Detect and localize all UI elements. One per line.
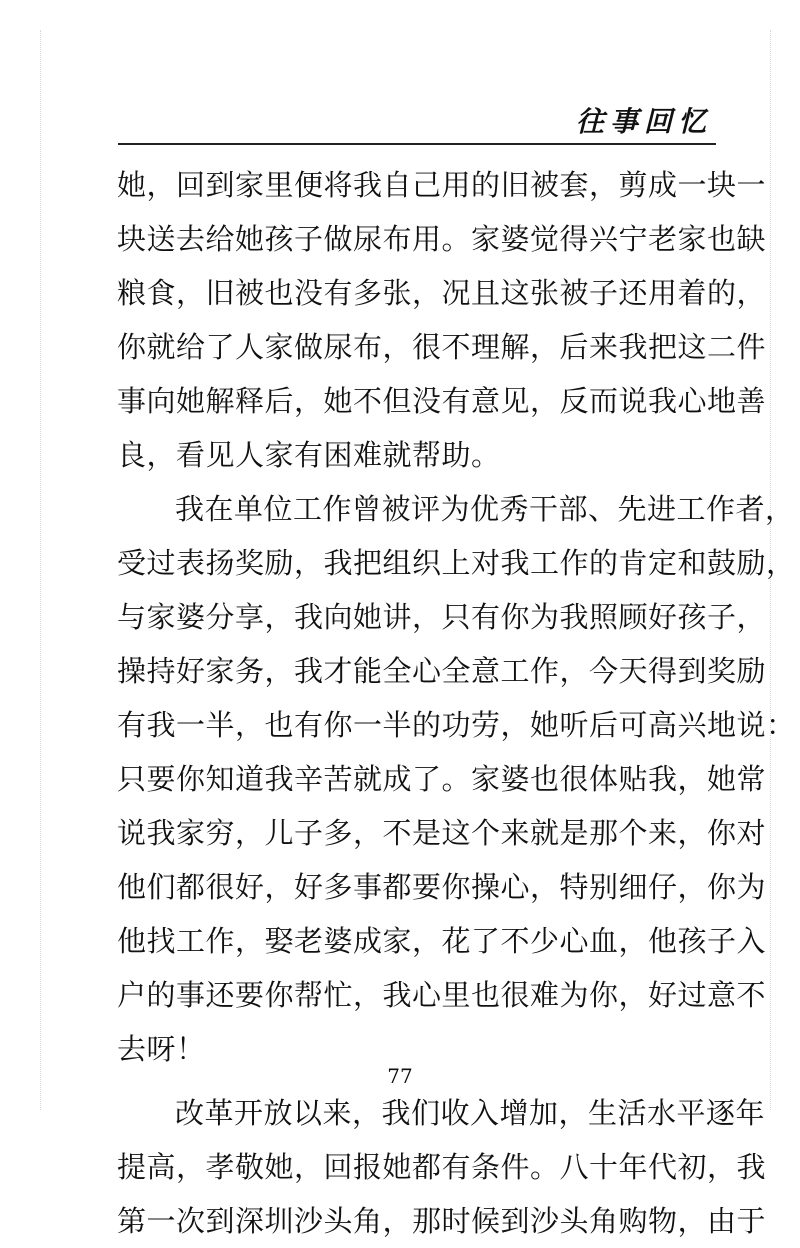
- text-line: 你就给了人家做尿布，很不理解，后来我把这二件: [117, 330, 767, 364]
- text-line: 操持好家务，我才能全心全意工作，今天得到奖励: [117, 654, 767, 688]
- scan-edge-left: [40, 30, 42, 1110]
- text-line: 第一次到深圳沙头角，那时候到沙头角购物，由于: [117, 1204, 767, 1238]
- paragraph-start-line: 改革开放以来，我们收入增加，生活水平逐年: [175, 1096, 766, 1130]
- text-line: 说我家穷，儿子多，不是这个来就是那个来，你对: [117, 816, 767, 850]
- text-line: 有我一半，也有你一半的功劳，她听后可高兴地说：: [117, 708, 796, 742]
- text-line: 去呀！: [117, 1032, 206, 1066]
- text-line: 提高，孝敬她，回报她都有条件。八十年代初，我: [117, 1150, 767, 1184]
- running-header-title: 往事回忆: [575, 105, 712, 138]
- text-line: 只要你知道我辛苦就成了。家婆也很体贴我，她常: [117, 762, 767, 796]
- text-line: 她，回到家里便将我自己用的旧被套，剪成一块一: [117, 168, 767, 202]
- text-line: 与家婆分享，我向她讲，只有你为我照顾好孩子，: [117, 600, 767, 634]
- text-line: 受过表扬奖励，我把组织上对我工作的肯定和鼓励，: [117, 546, 796, 580]
- page-number: 77: [387, 1064, 413, 1088]
- text-line: 粮食，旧被也没有多张，况且这张被子还用着的，: [117, 276, 767, 310]
- text-line: 事向她解释后，她不但没有意见，反而说我心地善: [117, 384, 767, 418]
- text-line: 块送去给她孩子做尿布用。家婆觉得兴宁老家也缺: [117, 222, 767, 256]
- text-line: 他找工作，娶老婆成家，花了不少心血，他孩子入: [117, 924, 767, 958]
- text-line: 良，看见人家有困难就帮助。: [117, 438, 501, 472]
- text-line: 他们都很好，好多事都要你操心，特别细仔，你为: [117, 870, 767, 904]
- text-line: 户的事还要你帮忙，我心里也很难为你，好过意不: [117, 978, 767, 1012]
- header-rule: [118, 143, 716, 145]
- paragraph-start-line: 我在单位工作曾被评为优秀干部、先进工作者，: [175, 492, 795, 526]
